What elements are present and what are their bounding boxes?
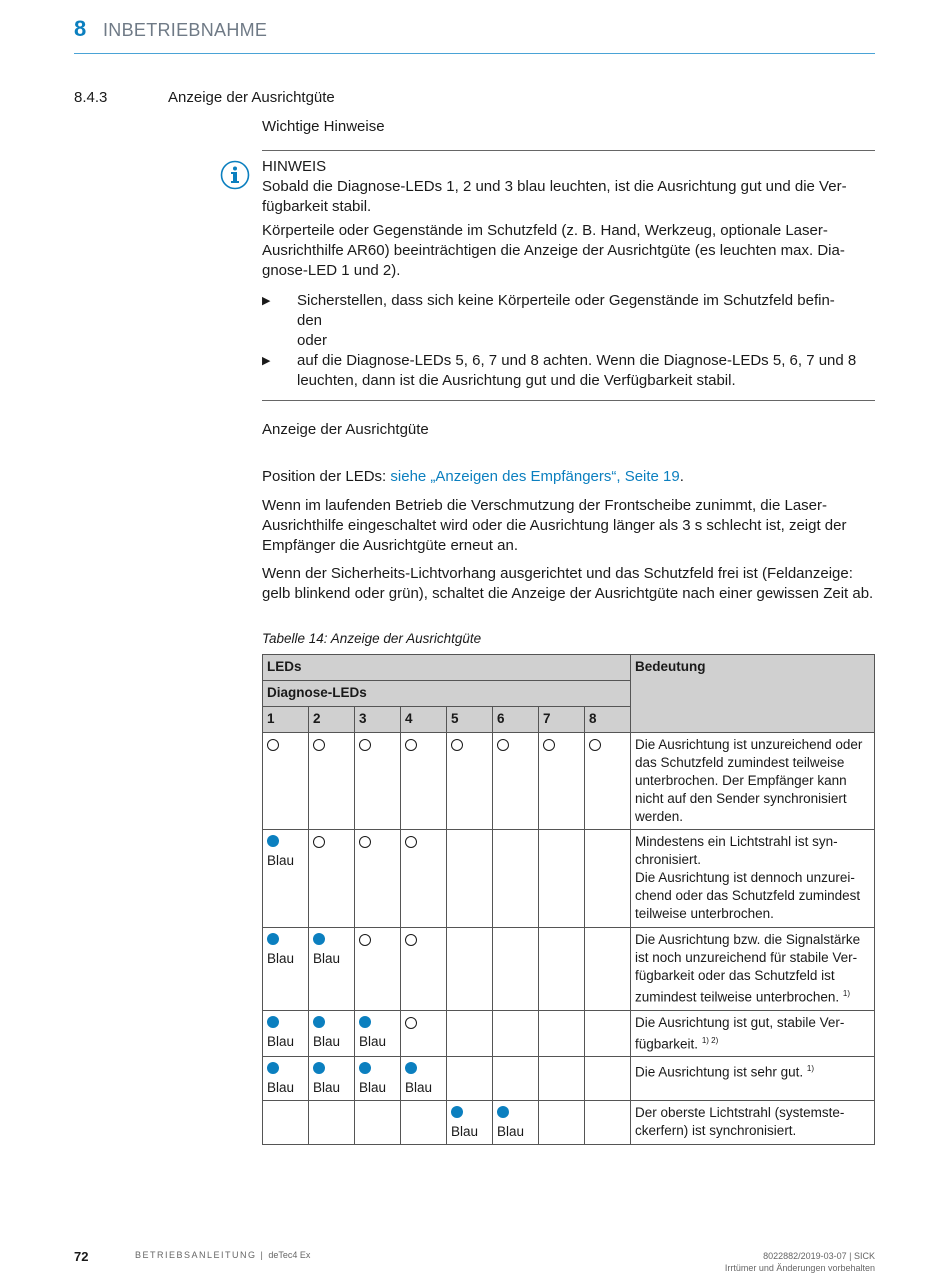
meaning-text: Der oberste Lichtstrahl (systemsteckerfern) ist synchronisiert. [635,1105,845,1138]
subheading-alignment-display: Anzeige der Ausrichtgüte [262,421,429,438]
led-cell [585,1010,631,1057]
led-off-icon [405,1017,417,1029]
led-off-icon [359,934,371,946]
led-cell [263,1010,309,1057]
led-cell [355,1101,401,1145]
led-off-icon [497,739,509,751]
header-col-3: 3 [355,707,401,733]
led-off-icon [405,934,417,946]
alignment-table [262,654,875,1145]
led-color-label: Blau [313,1080,341,1095]
led-blue-icon [359,1062,371,1074]
led-cell [539,1101,585,1145]
header-col-8: 8 [585,707,631,733]
header-col-5: 5 [447,707,493,733]
table-row [263,1101,875,1145]
position-suffix: . [679,468,684,485]
bullet-1-or: oder [297,332,328,349]
meaning-cell [631,830,875,928]
led-cell [539,733,585,830]
meaning-text: Die Ausrichtung ist dennoch unzureichend oder das Schutzfeld zumindest teilweise unterbrochen. [635,870,861,921]
led-cell [447,1010,493,1057]
led-cell [539,1057,585,1101]
led-cell [263,928,309,1011]
led-blue-icon [497,1106,509,1118]
led-off-icon [451,739,463,751]
header-col-1: 1 [263,707,309,733]
led-cell [309,830,355,928]
led-cell [493,830,539,928]
led-off-icon [405,739,417,751]
page-number: 72 [74,1249,89,1264]
led-cell [401,1101,447,1145]
bullet-1-line-1: Sicherstellen, dass sich keine Körperteile oder Gegenstände im Schutzfeld befin- [297,292,835,309]
notice-top-rule [262,150,875,151]
notice-bottom-rule [262,400,875,401]
led-color-label: Blau [267,1080,295,1095]
led-blue-icon [313,1016,325,1028]
led-cell [401,1057,447,1101]
led-cell [585,928,631,1011]
led-blue-icon [451,1106,463,1118]
led-cell [585,733,631,830]
led-off-icon [589,739,601,751]
led-off-icon [359,739,371,751]
led-cell [355,1057,401,1101]
led-cell [447,1057,493,1101]
led-cell [263,1057,309,1101]
header-col-6: 6 [493,707,539,733]
led-cell [309,1101,355,1145]
led-cell [263,733,309,830]
meaning-cell [631,1101,875,1145]
led-cell [585,1057,631,1101]
led-color-label: Blau [359,1080,387,1095]
position-prefix: Position der LEDs: [262,468,391,485]
header-meaning: Bedeutung [631,655,875,733]
led-blue-icon [267,1062,279,1074]
led-cell [355,1010,401,1057]
led-cell [493,1101,539,1145]
section-title: Anzeige der Ausrichtgüte [168,89,335,106]
led-cell [447,928,493,1011]
led-cell [539,830,585,928]
led-blue-icon [313,933,325,945]
table-row [263,928,875,1011]
meaning-text: Die Ausrichtung bzw. die Signalstärke ist noch unzureichend für stabile Verfügbarkeit oder das Schutzfeld ist zumindest teilweise unterbrochen. [635,932,861,1005]
led-cell [585,1101,631,1145]
meaning-cell [631,1010,875,1057]
led-position-paragraph [262,467,875,487]
led-off-icon [267,739,279,751]
paragraph-redisplay: Wenn im laufenden Betrieb die Verschmutzung der Frontscheibe zunimmt, die Laser-Ausrichthilfe eingeschaltet wird oder die Ausrichtung länger als 3 s schlecht ist, zeigt der Empfänger die Ausrichtgüte erneut an. [262,497,847,554]
header-col-7: 7 [539,707,585,733]
table-row [263,1010,875,1057]
led-cell [263,830,309,928]
led-blue-icon [267,933,279,945]
table-row [263,733,875,830]
led-off-icon [359,836,371,848]
footnote-ref: 1) [842,989,851,998]
led-cell [539,928,585,1011]
meaning-cell [631,733,875,830]
table-row [263,1057,875,1101]
led-cell [493,928,539,1011]
footer-disclaimer: Irrtümer und Änderungen vorbehalten [724,1263,875,1273]
led-cell [401,830,447,928]
footer-document [135,1250,310,1260]
led-color-label: Blau [313,951,341,966]
header-col-4: 4 [401,707,447,733]
led-color-label: Blau [405,1080,433,1095]
led-off-icon [543,739,555,751]
footer-doc-type: BETRIEBSANLEITUNG [135,1250,257,1260]
led-off-icon [405,836,417,848]
led-blue-icon [359,1016,371,1028]
led-cell [447,733,493,830]
led-off-icon [313,836,325,848]
led-color-label: Blau [267,951,295,966]
chapter-number: 8 [74,16,87,41]
subheading-important-notes: Wichtige Hinweise [262,118,385,135]
bullet-triangle-icon: ▶ [262,295,271,307]
notice-label: HINWEIS [262,158,327,175]
led-blue-icon [405,1062,417,1074]
footer-separator: | [256,1250,269,1260]
led-cell [493,1010,539,1057]
led-cell [539,1010,585,1057]
meaning-cell [631,928,875,1011]
table-caption: Tabelle 14: Anzeige der Ausrichtgüte [262,631,482,646]
footer-doc-number: 8022882/2019-03-07 | SICK [763,1251,875,1261]
paragraph-switch-off: Wenn der Sicherheits-Lichtvorhang ausgerichtet und das Schutzfeld frei ist (Feldanzeige: gelb blinkend oder grün), schaltet die Anzeige der Ausrichtgüte nach einer gewissen Zeit ab. [262,565,874,602]
section-number: 8.4.3 [74,89,108,106]
led-cell [401,1010,447,1057]
led-cell [263,1101,309,1145]
led-cell [355,733,401,830]
led-cell [585,830,631,928]
meaning-text: Die Ausrichtung ist gut, stabile Verfügbarkeit. [635,1014,845,1051]
chapter-title: INBETRIEBNAHME [103,20,268,40]
led-cell [309,1010,355,1057]
footer-right [725,1250,875,1274]
led-cell [447,1101,493,1145]
header-col-2: 2 [309,707,355,733]
led-cell [401,928,447,1011]
header-leds: LEDs [263,655,631,681]
led-off-icon [313,739,325,751]
bullet-1-line-2: den [297,312,323,329]
meaning-cell [631,1057,875,1101]
led-cell [355,928,401,1011]
position-link[interactable]: siehe „Anzeigen des Empfängers“, Seite 19 [390,468,680,485]
meaning-text: Die Ausrichtung ist unzureichend oder das Schutzfeld zumindest teilweise unterbrochen. Der Empfänger kann nicht auf den Sender synchronisiert werden. [635,737,863,824]
led-cell [401,733,447,830]
led-cell [309,1057,355,1101]
led-cell [309,928,355,1011]
led-blue-icon [267,835,279,847]
led-blue-icon [313,1062,325,1074]
footnote-ref: 1) [806,1064,814,1073]
led-cell [309,733,355,830]
led-cell [493,1057,539,1101]
led-cell [493,733,539,830]
led-color-label: Blau [267,853,295,868]
led-cell [447,830,493,928]
footer-product: deTec4 Ex [268,1250,311,1260]
table-row [263,830,875,928]
info-icon [220,160,250,190]
bullet-2-text: auf die Diagnose-LEDs 5, 6, 7 und 8 achten. Wenn die Diagnose-LEDs 5, 6, 7 und 8 leuchten, dann ist die Ausrichtung gut und die Verfügbarkeit stabil. [297,352,857,389]
notice-paragraph-2: Körperteile oder Gegenstände im Schutzfeld (z. B. Hand, Werkzeug, optionale Laser-Ausrichthilfe AR60) beeinträchtigen die Anzeige der Ausrichtgüte (es leuchten max. Diagnose-LED 1 und 2). [262,222,845,279]
led-color-label: Blau [267,1033,295,1049]
led-color-label: Blau [359,1033,387,1049]
led-color-label: Blau [313,1033,341,1049]
bullet-triangle-icon: ▶ [262,355,271,367]
meaning-text: Die Ausrichtung ist sehr gut. [635,1064,804,1080]
footnote-ref: 1) 2) [701,1035,719,1045]
notice-paragraph-1: Sobald die Diagnose-LEDs 1, 2 und 3 blau leuchten, ist die Ausrichtung gut und die Verfügbarkeit stabil. [262,178,847,215]
led-cell [355,830,401,928]
chapter-divider [74,53,875,54]
led-color-label: Blau [451,1124,479,1139]
led-blue-icon [267,1016,279,1028]
led-color-label: Blau [497,1124,525,1139]
header-diagnose-leds: Diagnose-LEDs [263,681,631,707]
meaning-text: Mindestens ein Lichtstrahl ist synchronisiert. [635,834,838,867]
